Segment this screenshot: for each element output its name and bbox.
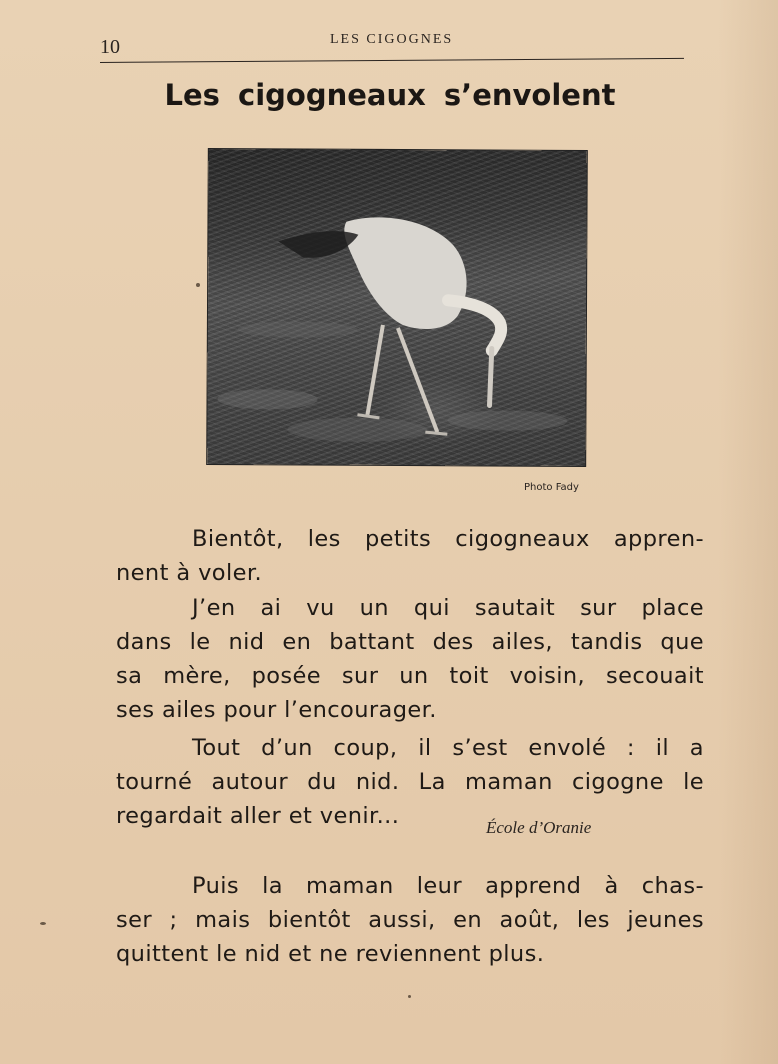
article-title: Les cigogneaux s’envolent: [164, 78, 616, 112]
paragraph-4: [116, 869, 704, 971]
paragraph-line: nent à voler.: [116, 560, 262, 586]
paragraph-2: [116, 591, 704, 727]
paragraph-3: [116, 731, 704, 833]
photo-credit: Photo Fady: [524, 482, 579, 493]
ground-texture: [217, 321, 568, 443]
paper-speck: [408, 995, 411, 998]
paper-speck: [196, 283, 200, 287]
paragraph-line: Puis la maman leur apprend à chas-: [192, 873, 704, 899]
paragraph-line: regardait aller et venir...: [116, 803, 400, 829]
paragraph-line: dans le nid en battant des ailes, tandis que: [116, 629, 704, 655]
running-title: LES CIGOGNES: [330, 32, 454, 47]
stork-illustration: [207, 149, 587, 466]
paragraph-1: [116, 522, 704, 590]
paragraph-line: quittent le nid et ne reviennent plus.: [116, 941, 545, 967]
header-rule: [100, 58, 684, 63]
article-signature: École d’Oranie: [486, 818, 592, 837]
paragraph-line: tourné autour du nid. La maman cigogne le: [116, 769, 704, 795]
page-fold-shadow: [718, 0, 778, 1064]
paragraph-line: Tout d’un coup, il s’est envolé : il a: [192, 735, 704, 761]
page-number: 10: [100, 36, 120, 58]
paragraph-line: ser ; mais bientôt aussi, en août, les jeunes: [116, 907, 704, 933]
paper-speck: [40, 922, 46, 925]
paragraph-line: sa mère, posée sur un toit voisin, secouait: [116, 663, 704, 689]
stork-photo: [207, 149, 587, 466]
paragraph-line: ses ailes pour l’encourager.: [116, 697, 437, 723]
paragraph-line: J’en ai vu un qui sautait sur place: [192, 595, 704, 621]
paragraph-line: Bientôt, les petits cigogneaux appren-: [192, 526, 704, 552]
